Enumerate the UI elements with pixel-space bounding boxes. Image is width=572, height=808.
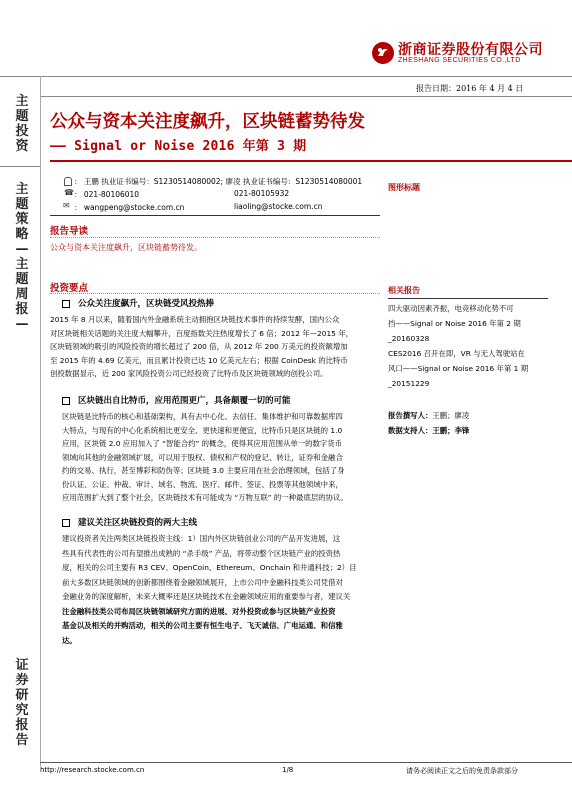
- related-reports-list: [388, 301, 553, 391]
- section-paragraph: [50, 313, 382, 381]
- header-rule-bottom: [40, 96, 572, 97]
- paragraph-line: 2015 年 8 月以来，随着国内外金融系统主动拥抱区块链技术事件的持续发酵，国内公众: [50, 315, 340, 324]
- paragraph-line: 至 2015 年的 4.69 亿美元，而且累计投资已达 10 亿美元左右；根据 CoinDesk 的比特币: [50, 355, 348, 365]
- page-number: 1/8: [282, 766, 294, 774]
- analyst-block: [50, 176, 380, 216]
- left-label-theme-strategy: 主题策略—主题周报—: [15, 182, 29, 332]
- paragraph-line: 应用范围扩大到了整个社会，区块链技术有可能成为 “万物互联” 的一种最底层的协议。: [62, 493, 348, 502]
- paragraph-line: 前大多数区块链领域的创新都围绕着金融领域展开，上市公司中金融科技类公司凭借对: [62, 577, 343, 587]
- company-name-cn: 浙商证券股份有限公司: [398, 42, 543, 58]
- left-bar-vertical-rule: [40, 76, 41, 766]
- related-report-line: CES2016 召开在即，VR 与无人驾驶站在: [388, 349, 525, 358]
- paragraph-line: 创投数据显示，近 200 家风险投资公司已经投资了比特币及区块链领域的创投公司。: [50, 369, 328, 378]
- checkbox-square-icon: [62, 300, 70, 308]
- analyst-email-1: ： wangpeng@stocke.com.cn: [74, 203, 185, 212]
- points-heading: 投资要点: [50, 283, 89, 294]
- section-heading: 建议关注区块链投资的两大主线: [62, 516, 197, 528]
- title-rule: [50, 160, 572, 162]
- left-label-securities-report: 证券研究报告: [15, 658, 29, 748]
- related-report-line: 挡——Signal or Noise 2016 年第 2 期: [388, 319, 521, 328]
- section-paragraph: [62, 410, 380, 505]
- analyst-rule: [50, 215, 380, 216]
- paragraph-line: 基金以及相关的并购活动，相关的公司主要有恒生电子、飞天诚信、广电运通、和信雅: [62, 621, 343, 630]
- analyst-phone-2: 021-80105932: [234, 189, 290, 198]
- email-icon: ✉: [63, 201, 70, 210]
- paragraph-line: 应用，区块链 2.0 应用加入了 “智能合约” 的概念，使得其应用范围从单一的数字货币: [62, 439, 343, 448]
- section-heading: 区块链出自比特币，应用范围更广，具备颠覆一切的可能: [62, 394, 291, 406]
- analyst-name-icon: [64, 177, 72, 186]
- support-label: 数据支持人：: [388, 426, 433, 435]
- paragraph-line: 约的交易、执行，甚至博彩和防伪等；区块链 3.0 主要应用在社会治理领域，包括了身: [62, 466, 345, 475]
- checkbox-square-icon: [62, 397, 70, 405]
- paragraph-line: 份认证、公证、仲裁、审计、域名、物流、医疗、邮件、签证、投票等其他领域中来，: [62, 479, 343, 489]
- company-logo-icon: [371, 41, 395, 65]
- related-report-line: 四大驱动因素齐振，电竞移动化势不可: [388, 304, 514, 313]
- related-report-line: _20151229: [388, 379, 430, 388]
- related-reports-heading: 相关报告: [388, 286, 420, 295]
- paragraph-line: 区块链领域的吸引的风险投资的增长超过了 200 倍，从 2012 年 200 万美元的投资额增加: [50, 342, 348, 351]
- report-writers: [388, 408, 469, 423]
- section-heading: 公众关注度飙升，区块链受风投热捧: [62, 297, 214, 309]
- left-sidebar: [0, 94, 40, 794]
- paragraph-line: 大特点，与现有的中心化系统相比更安全、更快速和更便宜，比特币只是区块链的 1.0: [62, 425, 343, 435]
- chart-heading: 图形标题: [388, 183, 420, 192]
- guide-rule: [50, 237, 380, 238]
- paragraph-line: 金融业务的深度解析，未来大概率还是区块链技术在金融领域应用的重要参与者，建议关: [62, 592, 351, 601]
- paragraph-line: 注金融科技类公司布局区块链领域研究方面的进展、对外投资或参与区块链产业投资: [62, 606, 336, 616]
- analyst-phone-1: ： 021-80106010: [74, 190, 140, 199]
- footer-rule: [40, 762, 572, 763]
- paragraph-line: 些具有代表性的公司有望推出成熟的 “杀手级” 产品，将带动整个区块链产业的投资热: [62, 548, 341, 558]
- paragraph-line: 建议投资者关注两类区块链投资主线：1）国内外区块链创业公司的产品开发进展，这: [62, 534, 341, 543]
- points-rule: [50, 293, 380, 294]
- analyst-email-2: liaoling@stocke.com.cn: [234, 202, 323, 211]
- writer-names: 王鹏；廖凌: [432, 411, 470, 420]
- phone-icon: ☎: [64, 188, 74, 197]
- disclaimer-text: 请务必阅读正文之后的免责条款部分: [406, 767, 518, 775]
- related-reports-rule: [388, 298, 548, 299]
- report-subtitle: —— Signal or Noise 2016 年第 3 期: [50, 139, 307, 154]
- header-rule-top: [0, 76, 572, 77]
- guide-text: 公众与资本关注度飙升，区块链蓄势待发。: [50, 243, 202, 252]
- checkbox-square-icon: [62, 519, 70, 527]
- related-report-line: 风口——Signal or Noise 2016 年第 1 期: [388, 364, 529, 373]
- analyst-names: ： 王鹏 执业证书编号：S1230514080002; 廖凌 执业证书编号：S1230514080001: [74, 177, 363, 186]
- report-title: 公众与资本关注度飙升，区块链蓄势待发: [50, 112, 365, 132]
- left-bar-divider: [0, 166, 40, 167]
- related-report-line: _20160328: [388, 334, 430, 343]
- paragraph-line: 对区块链相关话题的关注度大幅攀升，百度指数关注热度增长了 6 倍；2012 年—2015 年，: [50, 328, 354, 338]
- paragraph-line: 区块链是比特币的核心和基础架构，具有去中心化、去信任、集体维护和可靠数据库四: [62, 412, 343, 421]
- data-support: [388, 423, 469, 438]
- paragraph-line: 达。: [62, 635, 77, 645]
- report-date: 报告日期：2016 年 4 月 4 日: [416, 84, 524, 93]
- section-paragraph: [62, 532, 380, 648]
- writer-label: 报告撰写人：: [388, 411, 433, 420]
- guide-heading: 报告导读: [50, 226, 89, 237]
- company-name-en: ZHESHANG SECURITIES CO.,LTD: [398, 57, 521, 64]
- support-names: 王鹏；李锋: [432, 426, 470, 435]
- paragraph-line: 度，相关的公司主要有 R3 CEV、OpenCoin、Ethereum、Onchain 和井通科技；2）目: [62, 563, 357, 572]
- left-label-theme-investment: 主题投资: [15, 94, 29, 154]
- paragraph-line: 领域向其他的金融领域扩展，可以用于股权、债权和产权的登记、转让，证券和金融合: [62, 452, 343, 462]
- footer-url[interactable]: http://research.stocke.com.cn: [40, 766, 145, 774]
